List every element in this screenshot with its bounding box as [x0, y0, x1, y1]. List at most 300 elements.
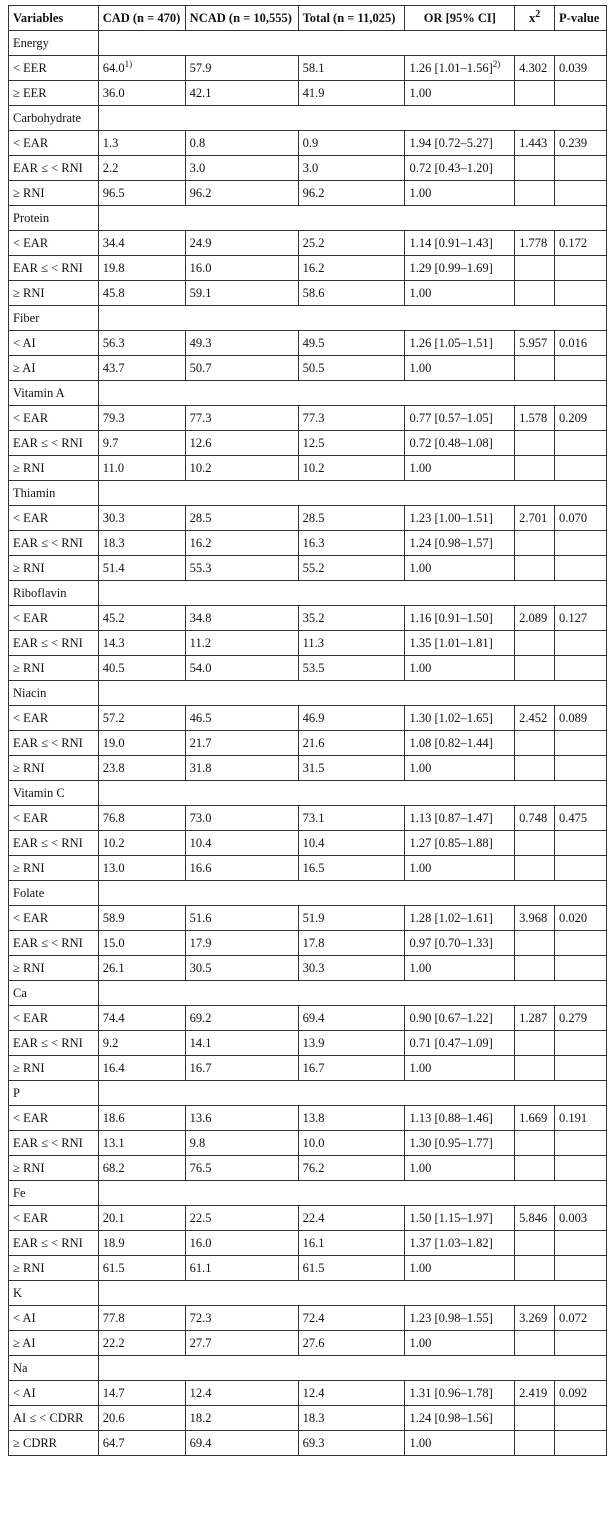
or-cell — [405, 231, 515, 256]
p-value-cell — [555, 156, 607, 181]
cad-cell — [98, 56, 185, 81]
ncad-cell — [185, 456, 298, 481]
or-cell-text: 1.23 [0.98–1.55] — [409, 1310, 493, 1325]
cad-cell — [98, 706, 185, 731]
ncad-cell — [185, 406, 298, 431]
level-cell-text: < EAR — [13, 810, 49, 825]
total-cell — [298, 1056, 405, 1081]
ncad-cell-text: 69.2 — [189, 1010, 212, 1025]
ncad-cell-text: 59.1 — [189, 285, 212, 300]
ncad-cell — [185, 331, 298, 356]
level-cell-text: < EAR — [13, 235, 49, 250]
total-cell-text: 12.4 — [302, 1385, 325, 1400]
total-cell-text: 35.2 — [302, 610, 325, 625]
table-row — [9, 731, 607, 756]
or-cell-text: 0.97 [0.70–1.33] — [409, 935, 493, 950]
p-value-cell — [555, 906, 607, 931]
header-ncad: NCAD (n = 10,555) — [185, 6, 298, 31]
group-label: Folate — [9, 881, 99, 906]
group-label: Fe — [9, 1181, 99, 1206]
level-cell-text: < EAR — [13, 1010, 49, 1025]
cad-cell — [98, 606, 185, 631]
or-cell-text: 1.37 [1.03–1.82] — [409, 1235, 493, 1250]
or-cell-text: 1.30 [0.95–1.77] — [409, 1135, 493, 1150]
ncad-cell — [185, 1056, 298, 1081]
table-body — [9, 31, 607, 1456]
total-cell-text: 16.1 — [302, 1235, 325, 1250]
or-cell — [405, 281, 515, 306]
cad-cell — [98, 956, 185, 981]
ncad-cell-text: 12.4 — [189, 1385, 212, 1400]
total-cell — [298, 181, 405, 206]
or-cell-text: 1.24 [0.98–1.57] — [409, 535, 493, 550]
cad-cell — [98, 281, 185, 306]
table-row — [9, 531, 607, 556]
group-label: Carbohydrate — [9, 106, 99, 131]
group-row — [9, 1081, 607, 1106]
chi-square-cell — [515, 256, 555, 281]
p-value-cell — [555, 131, 607, 156]
cad-cell — [98, 731, 185, 756]
or-cell-text: 1.26 [1.05–1.51] — [409, 335, 493, 350]
ncad-cell — [185, 1131, 298, 1156]
cad-cell — [98, 556, 185, 581]
p-value-cell — [555, 706, 607, 731]
level-cell — [9, 931, 99, 956]
total-cell — [298, 406, 405, 431]
cad-cell-text: 79.3 — [102, 410, 125, 425]
cad-cell — [98, 931, 185, 956]
or-cell-text: 1.00 — [409, 1260, 432, 1275]
ncad-cell-text: 21.7 — [189, 735, 212, 750]
chi-square-cell — [515, 1206, 555, 1231]
cad-cell — [98, 131, 185, 156]
table-row — [9, 656, 607, 681]
footnote-marker: 2) — [492, 58, 501, 69]
table-row — [9, 506, 607, 531]
or-cell-text: 1.94 [0.72–5.27] — [409, 135, 493, 150]
level-cell-text: ≥ AI — [13, 360, 36, 375]
total-cell — [298, 56, 405, 81]
table-row — [9, 1231, 607, 1256]
chi-square-cell — [515, 1056, 555, 1081]
or-cell-text: 1.35 [1.01–1.81] — [409, 635, 493, 650]
or-cell-text: 1.14 [0.91–1.43] — [409, 235, 493, 250]
chi-square-cell — [515, 1306, 555, 1331]
p-value-cell — [555, 1306, 607, 1331]
table-row — [9, 1381, 607, 1406]
total-cell — [298, 281, 405, 306]
cad-cell-text: 19.8 — [102, 260, 125, 275]
p-value-cell — [555, 1006, 607, 1031]
cad-cell-text: 57.2 — [102, 710, 125, 725]
cad-cell — [98, 1381, 185, 1406]
table-row — [9, 1006, 607, 1031]
table-row — [9, 1306, 607, 1331]
chi-square-cell — [515, 831, 555, 856]
ncad-cell-text: 18.2 — [189, 1410, 212, 1425]
level-cell-text: ≥ RNI — [13, 660, 45, 675]
ncad-cell-text: 49.3 — [189, 335, 212, 350]
or-cell-text: 1.16 [0.91–1.50] — [409, 610, 493, 625]
p-value-cell — [555, 431, 607, 456]
total-cell-text: 13.8 — [302, 1110, 325, 1125]
or-cell-text: 0.71 [0.47–1.09] — [409, 1035, 493, 1050]
ncad-cell-text: 61.1 — [189, 1260, 212, 1275]
group-spacer — [98, 31, 606, 56]
level-cell-text: < EAR — [13, 1210, 49, 1225]
p-value-cell — [555, 631, 607, 656]
total-cell-text: 58.6 — [302, 285, 325, 300]
total-cell — [298, 131, 405, 156]
level-cell — [9, 81, 99, 106]
level-cell — [9, 631, 99, 656]
or-cell-text: 1.00 — [409, 1435, 432, 1450]
level-cell — [9, 231, 99, 256]
or-cell-text: 1.00 — [409, 1335, 432, 1350]
level-cell-text: < AI — [13, 335, 36, 350]
cad-cell — [98, 1131, 185, 1156]
chi-square-cell-text: 1.287 — [519, 1010, 548, 1025]
ncad-cell — [185, 706, 298, 731]
group-label: Vitamin C — [9, 781, 99, 806]
p-value-cell — [555, 1381, 607, 1406]
level-cell-text: ≥ RNI — [13, 860, 45, 875]
or-cell-text: 1.00 — [409, 360, 432, 375]
level-cell-text: ≥ RNI — [13, 760, 45, 775]
level-cell-text: EAR ≤ < RNI — [13, 835, 83, 850]
level-cell-text: < EAR — [13, 510, 49, 525]
ncad-cell-text: 10.2 — [189, 460, 212, 475]
chi-square-cell-text: 4.302 — [519, 60, 548, 75]
level-cell — [9, 331, 99, 356]
level-cell — [9, 1106, 99, 1131]
or-cell — [405, 606, 515, 631]
group-label: Energy — [9, 31, 99, 56]
chi-square-cell — [515, 931, 555, 956]
level-cell-text: EAR ≤ < RNI — [13, 635, 83, 650]
table-row — [9, 131, 607, 156]
group-spacer — [98, 481, 606, 506]
level-cell — [9, 1431, 99, 1456]
total-cell — [298, 556, 405, 581]
ncad-cell — [185, 556, 298, 581]
p-value-cell — [555, 281, 607, 306]
or-cell — [405, 1256, 515, 1281]
table-row — [9, 931, 607, 956]
cad-cell — [98, 856, 185, 881]
cad-cell-text: 68.2 — [102, 1160, 125, 1175]
cad-cell-text: 56.3 — [102, 335, 125, 350]
group-label: Fiber — [9, 306, 99, 331]
group-label: K — [9, 1281, 99, 1306]
level-cell-text: < EAR — [13, 710, 49, 725]
table-row — [9, 956, 607, 981]
group-label: Vitamin A — [9, 381, 99, 406]
group-label: Na — [9, 1356, 99, 1381]
total-cell — [298, 1156, 405, 1181]
chi-square-cell-text: 2.701 — [519, 510, 548, 525]
ncad-cell-text: 17.9 — [189, 935, 212, 950]
p-value-cell — [555, 506, 607, 531]
group-row — [9, 881, 607, 906]
table-row — [9, 1406, 607, 1431]
header-cad: CAD (n = 470) — [98, 6, 185, 31]
total-cell-text: 51.9 — [302, 910, 325, 925]
ncad-cell — [185, 956, 298, 981]
p-value-cell — [555, 406, 607, 431]
chi-square-cell — [515, 1256, 555, 1281]
ncad-cell — [185, 1431, 298, 1456]
group-row — [9, 106, 607, 131]
or-cell-text: 0.72 [0.48–1.08] — [409, 435, 493, 450]
level-cell — [9, 131, 99, 156]
or-cell-text: 1.00 — [409, 1060, 432, 1075]
cad-cell-text: 34.4 — [102, 235, 125, 250]
p-value-cell-text: 0.239 — [559, 135, 588, 150]
chi-square-cell — [515, 1406, 555, 1431]
p-value-cell — [555, 956, 607, 981]
or-cell-text: 1.00 — [409, 185, 432, 200]
cad-cell-text: 13.0 — [102, 860, 125, 875]
p-value-cell — [555, 81, 607, 106]
total-cell — [298, 731, 405, 756]
ncad-cell-text: 30.5 — [189, 960, 212, 975]
group-label: Protein — [9, 206, 99, 231]
or-cell-text: 1.00 — [409, 1160, 432, 1175]
ncad-cell — [185, 756, 298, 781]
level-cell-text: ≥ RNI — [13, 460, 45, 475]
chi-square-cell — [515, 331, 555, 356]
level-cell-text: EAR ≤ < RNI — [13, 435, 83, 450]
total-cell-text: 31.5 — [302, 760, 325, 775]
ncad-cell — [185, 906, 298, 931]
cad-cell-text: 36.0 — [102, 85, 125, 100]
cad-cell-text: 20.1 — [102, 1210, 125, 1225]
table-row — [9, 631, 607, 656]
level-cell-text: ≥ RNI — [13, 1260, 45, 1275]
group-row — [9, 31, 607, 56]
p-value-cell — [555, 1156, 607, 1181]
level-cell — [9, 756, 99, 781]
table-row — [9, 1331, 607, 1356]
ncad-cell-text: 55.3 — [189, 560, 212, 575]
ncad-cell-text: 51.6 — [189, 910, 212, 925]
or-cell-text: 1.00 — [409, 660, 432, 675]
cad-cell-text: 16.4 — [102, 1060, 125, 1075]
chi-square-cell — [515, 506, 555, 531]
level-cell — [9, 906, 99, 931]
cad-cell — [98, 406, 185, 431]
table-row — [9, 1056, 607, 1081]
cad-cell-text: 18.9 — [102, 1235, 125, 1250]
ncad-cell-text: 14.1 — [189, 1035, 212, 1050]
chi-square-cell — [515, 156, 555, 181]
or-cell-text: 1.24 [0.98–1.56] — [409, 1410, 493, 1425]
or-cell — [405, 181, 515, 206]
level-cell-text: AI ≤ < CDRR — [13, 1410, 84, 1425]
total-cell-text: 27.6 — [302, 1335, 325, 1350]
or-cell — [405, 1206, 515, 1231]
footnote-marker: 1) — [124, 58, 133, 69]
level-cell — [9, 956, 99, 981]
table-row — [9, 431, 607, 456]
cad-cell-text: 9.7 — [102, 435, 119, 450]
total-cell — [298, 531, 405, 556]
level-cell — [9, 456, 99, 481]
or-cell-text: 0.72 [0.43–1.20] — [409, 160, 493, 175]
cad-cell — [98, 1206, 185, 1231]
ncad-cell — [185, 1256, 298, 1281]
table-row — [9, 806, 607, 831]
chi-square-cell — [515, 431, 555, 456]
level-cell-text: ≥ AI — [13, 1335, 36, 1350]
or-cell-text: 1.00 — [409, 460, 432, 475]
ncad-cell — [185, 631, 298, 656]
header-or: OR [95% CI] — [405, 6, 515, 31]
cad-cell-text: 40.5 — [102, 660, 125, 675]
chi-square-cell — [515, 956, 555, 981]
p-value-cell-text: 0.003 — [559, 1210, 588, 1225]
p-value-cell — [555, 181, 607, 206]
ncad-cell — [185, 506, 298, 531]
total-cell — [298, 656, 405, 681]
total-cell — [298, 331, 405, 356]
p-value-cell-text: 0.191 — [559, 1110, 588, 1125]
chi-square-cell — [515, 131, 555, 156]
total-cell-text: 73.1 — [302, 810, 325, 825]
table-row — [9, 156, 607, 181]
level-cell — [9, 831, 99, 856]
total-cell-text: 16.3 — [302, 535, 325, 550]
cad-cell — [98, 756, 185, 781]
total-cell-text: 72.4 — [302, 1310, 325, 1325]
table-row — [9, 281, 607, 306]
cad-cell — [98, 456, 185, 481]
cad-cell — [98, 231, 185, 256]
or-cell — [405, 1131, 515, 1156]
p-value-cell — [555, 606, 607, 631]
group-row — [9, 981, 607, 1006]
ncad-cell — [185, 231, 298, 256]
level-cell — [9, 56, 99, 81]
cad-cell-text: 45.8 — [102, 285, 125, 300]
table-row — [9, 1431, 607, 1456]
total-cell-text: 69.4 — [302, 1010, 325, 1025]
ncad-cell-text: 54.0 — [189, 660, 212, 675]
p-value-cell — [555, 1106, 607, 1131]
p-value-cell-text: 0.475 — [559, 810, 588, 825]
or-cell — [405, 331, 515, 356]
table-row — [9, 1106, 607, 1131]
table-row — [9, 81, 607, 106]
cad-cell-text: 14.3 — [102, 635, 125, 650]
or-cell-text: 1.00 — [409, 85, 432, 100]
table-row — [9, 1156, 607, 1181]
chi-square-cell — [515, 231, 555, 256]
cad-cell-text: 22.2 — [102, 1335, 125, 1350]
chi-square-cell-text: 1.778 — [519, 235, 548, 250]
ncad-cell-text: 12.6 — [189, 435, 212, 450]
or-cell-text: 1.00 — [409, 285, 432, 300]
total-cell — [298, 1256, 405, 1281]
cad-cell-text: 45.2 — [102, 610, 125, 625]
p-value-cell — [555, 1131, 607, 1156]
group-spacer — [98, 1281, 606, 1306]
cad-cell — [98, 1431, 185, 1456]
p-value-cell — [555, 556, 607, 581]
ncad-cell — [185, 1156, 298, 1181]
total-cell — [298, 606, 405, 631]
or-cell-text: 1.00 — [409, 860, 432, 875]
level-cell — [9, 281, 99, 306]
ncad-cell — [185, 281, 298, 306]
total-cell-text: 16.2 — [302, 260, 325, 275]
level-cell-text: ≥ RNI — [13, 185, 45, 200]
chi-square-cell — [515, 456, 555, 481]
cad-cell-text: 64.0 — [102, 60, 125, 75]
cad-cell — [98, 1406, 185, 1431]
ncad-cell-text: 69.4 — [189, 1435, 212, 1450]
ncad-cell — [185, 181, 298, 206]
cad-cell — [98, 656, 185, 681]
total-cell — [298, 1031, 405, 1056]
or-cell-text: 1.00 — [409, 560, 432, 575]
level-cell-text: ≥ RNI — [13, 1160, 45, 1175]
cad-cell — [98, 506, 185, 531]
chi-square-cell-text: 2.452 — [519, 710, 548, 725]
group-label: Thiamin — [9, 481, 99, 506]
p-value-cell — [555, 56, 607, 81]
level-cell-text: < AI — [13, 1310, 36, 1325]
or-cell-text: 1.29 [0.99–1.69] — [409, 260, 493, 275]
cad-cell — [98, 906, 185, 931]
p-value-cell — [555, 856, 607, 881]
or-cell — [405, 456, 515, 481]
total-cell-text: 41.9 — [302, 85, 325, 100]
level-cell-text: ≥ CDRR — [13, 1435, 58, 1450]
or-cell — [405, 1306, 515, 1331]
level-cell — [9, 1131, 99, 1156]
ncad-cell-text: 27.7 — [189, 1335, 212, 1350]
or-cell — [405, 1006, 515, 1031]
chi-square-cell — [515, 406, 555, 431]
cad-cell — [98, 181, 185, 206]
chi-square-cell — [515, 1031, 555, 1056]
p-value-cell — [555, 931, 607, 956]
table-row — [9, 406, 607, 431]
table-row — [9, 706, 607, 731]
or-cell — [405, 81, 515, 106]
cad-cell — [98, 1031, 185, 1056]
ncad-cell-text: 73.0 — [189, 810, 212, 825]
level-cell — [9, 656, 99, 681]
p-value-cell-text: 0.089 — [559, 710, 588, 725]
ncad-cell — [185, 1331, 298, 1356]
chi-square-cell — [515, 706, 555, 731]
cad-cell-text: 14.7 — [102, 1385, 125, 1400]
level-cell — [9, 1231, 99, 1256]
or-cell — [405, 156, 515, 181]
cad-cell — [98, 331, 185, 356]
or-cell — [405, 656, 515, 681]
cad-cell — [98, 806, 185, 831]
cad-cell-text: 20.6 — [102, 1410, 125, 1425]
group-spacer — [98, 381, 606, 406]
group-row — [9, 1181, 607, 1206]
group-row — [9, 306, 607, 331]
chi-square-cell — [515, 356, 555, 381]
